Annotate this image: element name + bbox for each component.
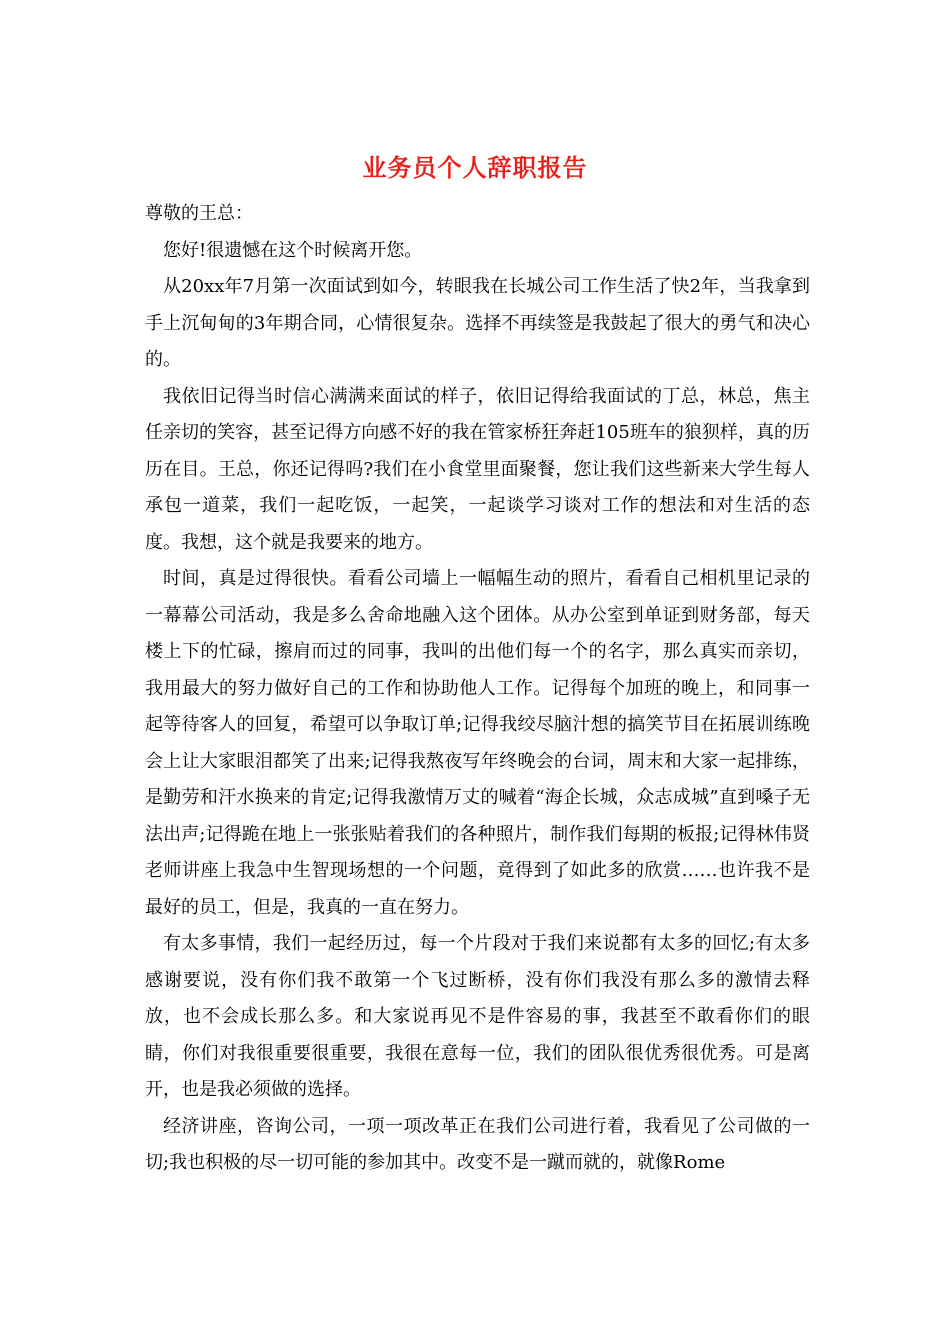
salutation: 尊敬的王总： bbox=[145, 203, 253, 224]
paragraph-shared-experiences: 有太多事情，我们一起经历过，每一个片段对于我们来说都有太多的回忆;有太多感谢要说，没有你们我不敢第一个飞过断桥，没有你们我没有那么多的激情去释放，也不会成长那么多。和大家说再见不是件容易的事，我甚至不敢看你们的眼睛，你们对我很重要很重要，我很在意每一位，我们的团队很优秀很优秀。可是离开，也是我必须做的选择。 bbox=[145, 933, 810, 1100]
document-title: 业务员个人辞职报告 bbox=[362, 153, 588, 182]
paragraph-interview-memories: 我依旧记得当时信心满满来面试的样子，依旧记得给我面试的丁总，林总，焦主任亲切的笑容，甚至记得方向感不好的我在管家桥狂奔赶105班车的狼狈样，真的历历在目。王总，你还记得吗?我们在小食堂里面聚餐，您让我们这些新来大学生每人承包一道菜，我们一起吃饭，一起笑，一起谈学习谈对工作的想法和对生活的态度。我想，这个就是我要来的地方。 bbox=[145, 385, 810, 553]
paragraph-reforms: 经济讲座，咨询公司，一项一项改革正在我们公司进行着，我看见了公司做的一切;我也积极的尽一切可能的参加其中。改变不是一蹴而就的，就像Rome bbox=[145, 1115, 810, 1173]
paragraph-contract: 从20xx年7月第一次面试到如今，转眼我在长城公司工作生活了快2年，当我拿到手上沉甸甸的3年期合同，心情很复杂。选择不再续签是我鼓起了很大的勇气和决心的。 bbox=[145, 276, 810, 370]
paragraph-time-passing: 时间，真是过得很快。看看公司墙上一幅幅生动的照片，看看自己相机里记录的一幕幕公司活动，我是多么舍命地融入这个团体。从办公室到单证到财务部，每天楼上下的忙碌，擦肩而过的同事，我叫的出他们每一个的名字，那么真实而亲切，我用最大的努力做好自己的工作和协助他人工作。记得每个加班的晚上，和同事一起等待客人的回复，希望可以争取订单;记得我绞尽脑汁想的搞笑节目在拓展训练晚会上让大家眼泪都笑了出来;记得我熬夜写年终晚会的台词，周末和大家一起排练，是勤劳和汗水换来的肯定;记得我激情万丈的喊着“海企长城，众志成城”直到嗓子无法出声;记得跪在地上一张张贴着我们的各种照片，制作我们每期的板报;记得林伟贤老师讲座上我急中生智现场想的一个问题，竟得到了如此多的欣赏……也许我不是最好的员工，但是，我真的一直在努力。 bbox=[145, 568, 810, 918]
document-body bbox=[145, 196, 810, 1182]
paragraph-greeting: 您好!很遗憾在这个时候离开您。 bbox=[163, 239, 423, 261]
